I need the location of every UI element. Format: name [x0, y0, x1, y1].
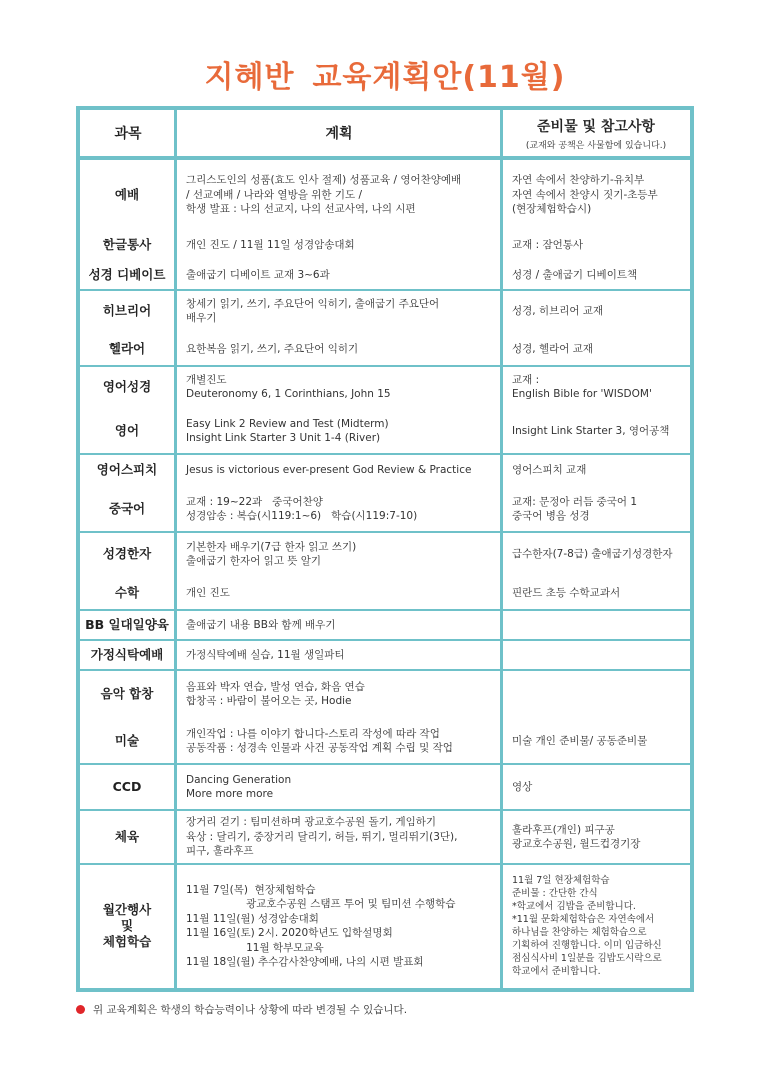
plan-cell: [186, 373, 496, 402]
notes-cell: [512, 173, 688, 217]
notes-line: 성경, 히브리어 교재: [512, 304, 604, 317]
plan-cell: [186, 815, 496, 859]
subject-cell: [80, 230, 174, 260]
subject-cell: [80, 260, 174, 290]
notes-cell: [512, 463, 688, 478]
plan-cell: [186, 540, 496, 569]
subject-label: 영어: [114, 423, 140, 438]
plan-line: / 선교예배 / 나라와 열방을 위한 기도 /: [186, 188, 362, 201]
plan-line: 11월 16일(토) 2시. 2020학년도 입학설명회: [186, 927, 393, 939]
plan-table: [76, 106, 694, 992]
notes-line: 교재 :: [512, 373, 540, 386]
notes-cell: [512, 495, 688, 524]
plan-cell: [186, 173, 496, 217]
plan-line: 광교호수공원 스탬프 투어 및 팀미션 수행학습: [186, 898, 456, 910]
subject-label: 체험학습: [102, 934, 152, 949]
page-title: [0, 52, 770, 96]
plan-line: More more more: [186, 788, 274, 800]
notes-line: 영상: [512, 780, 533, 793]
plan-line: 음표와 박자 연습, 발성 연습, 화음 연습: [186, 680, 365, 693]
subject-label: 한글통사: [102, 237, 152, 252]
subject-label: 예배: [114, 187, 140, 202]
plan-line: 장거리 걷기 : 팀미션하며 광교호수공원 돌기, 게임하기: [186, 816, 437, 829]
plan-line: Dancing Generation: [186, 773, 292, 786]
notes-cell: [512, 424, 688, 439]
plan-cell: [186, 727, 496, 756]
plan-cell: [186, 463, 496, 478]
notes-line: 하나님을 찬양하는 체험학습으로: [512, 927, 647, 938]
notes-cell: [512, 268, 688, 283]
plan-line: 성경암송 : 복습(시119:1~6) 학습(시119:7-10): [186, 510, 418, 522]
notes-line: 기획하여 진행합니다. 이미 입금하신: [512, 940, 662, 951]
plan-cell: [186, 268, 496, 283]
notes-line: (현장체험학습시): [512, 203, 592, 216]
subject-label: CCD: [112, 779, 142, 794]
notes-line: 훌라후프(개인) 피구공: [512, 823, 615, 836]
plan-cell: [186, 618, 496, 633]
subject-cell: [80, 764, 174, 810]
plan-line: Deuteronomy 6, 1 Corinthians, John 15: [186, 388, 391, 400]
subject-label: 중국어: [108, 501, 146, 516]
subject-label: 음악 합창: [100, 686, 154, 701]
notes-cell: [512, 373, 688, 402]
plan-line: Jesus is victorious ever-present God Review & Practice: [186, 463, 472, 476]
table-header: [80, 110, 690, 160]
notes-cell: [512, 238, 688, 253]
subject-label: 월간행사: [102, 902, 152, 917]
subject-cell: [80, 454, 174, 486]
notes-line: 점심식사비 1일분을 김밥도시락으로: [512, 953, 662, 964]
plan-line: 11월 학부모교육: [186, 941, 324, 954]
notes-cell: [512, 874, 688, 978]
plan-line: 개별진도: [186, 373, 227, 386]
plan-line: 피구, 훌라후프: [186, 845, 254, 858]
subject-label: 및: [120, 918, 134, 933]
header-subject: 과목: [114, 126, 142, 142]
subject-cell: [80, 610, 174, 640]
notes-cell: [512, 823, 688, 852]
notes-line: 핀란드 초등 수학교과서: [512, 586, 621, 599]
notes-cell: [512, 586, 688, 601]
notes-line: *학교에서 김밥을 준비합니다.: [512, 901, 636, 912]
subject-cell: [80, 332, 174, 366]
plan-line: 육상 : 달리기, 중장거리 달리기, 허들, 뛰기, 멀리뛰기(3단),: [186, 830, 458, 843]
subject-label: 성경한자: [102, 546, 152, 561]
header-notes-sub: (교재와 공책은 사물함에 있습니다.): [525, 140, 667, 151]
plan-line: 출애굽기 한자어 읽고 뜻 알기: [186, 555, 322, 567]
plan-line: 공동작품 : 성경속 인물과 사건 공동작업 계획 수립 및 작업: [186, 742, 453, 754]
column-divider: [174, 110, 177, 988]
subject-cell: [80, 366, 174, 408]
notes-line: 미술 개인 준비물/ 공동준비물: [512, 734, 648, 747]
plan-cell: [186, 417, 496, 446]
plan-cell: [186, 648, 496, 663]
plan-line: 배우기: [186, 312, 217, 324]
subject-cell: [80, 718, 174, 764]
notes-line: 11월 7일 현장체험학습: [512, 875, 610, 886]
plan-line: 합창곡 : 바람이 불어오는 곳, Hodie: [186, 695, 352, 707]
subject-label: 수학: [114, 585, 140, 600]
subject-cell: [80, 486, 174, 532]
notes-line: 학교에서 준비합니다.: [512, 966, 601, 977]
notes-line: English Bible for 'WISDOM': [512, 388, 652, 400]
header-notes: 준비물 및 참고사항 (교재와 공책은 사물함에 있습니다.): [525, 118, 667, 151]
subject-cell: [80, 670, 174, 718]
plan-cell: [186, 883, 496, 970]
notes-line: 광교호수공원, 월드컵경기장: [512, 838, 641, 850]
subject-cell: [80, 864, 174, 988]
plan-cell: [186, 495, 496, 524]
subject-label: BB 일대일양육: [85, 617, 169, 632]
subject-label: 가정식탁예배: [90, 647, 164, 662]
notes-line: 성경, 헬라어 교재: [512, 342, 594, 355]
subject-cell: [80, 160, 174, 230]
notes-line: 교재 : 잠언통사: [512, 238, 584, 251]
plan-line: 개인 진도: [186, 586, 230, 599]
footer-note: 위 교육계획은 학생의 학습능력이나 상황에 따라 변경될 수 있습니다.: [76, 1002, 407, 1017]
bullet-icon: [76, 1005, 85, 1014]
plan-line: 개인작업 : 나를 이야기 합니다-스토리 작성에 따라 작업: [186, 727, 440, 740]
notes-line: Insight Link Starter 3, 영어공책: [512, 424, 670, 437]
subject-label: 히브리어: [102, 303, 152, 318]
notes-cell: [512, 734, 688, 749]
plan-line: 요한복음 읽기, 쓰기, 주요단어 익히기: [186, 342, 359, 355]
subject-cell: [80, 408, 174, 454]
plan-line: 그리스도인의 성품(효도 인사 절제) 성품교육 / 영어찬양예배: [186, 174, 462, 187]
subject-cell: [80, 640, 174, 670]
plan-cell: [186, 342, 496, 357]
plan-cell: [186, 680, 496, 709]
notes-line: 자연 속에서 찬양시 짓기-초등부: [512, 188, 658, 201]
subject-label: 영어성경: [102, 379, 152, 394]
subject-cell: [80, 576, 174, 610]
plan-title: 교육계획안(11월): [312, 60, 566, 95]
plan-line: 학생 발표 : 나의 선교지, 나의 선교사역, 나의 시편: [186, 203, 416, 216]
subject-cell: [80, 810, 174, 864]
subject-label: 영어스피치: [96, 462, 158, 477]
subject-label: 미술: [114, 733, 140, 748]
plan-cell: [186, 773, 496, 802]
plan-line: 기본한자 배우기(7급 한자 읽고 쓰기): [186, 540, 357, 553]
plan-line: 출애굽기 내용 BB와 함께 배우기: [186, 618, 336, 631]
plan-line: 11월 18일(월) 추수감사찬양예배, 나의 시편 발표회: [186, 956, 424, 968]
notes-line: 교재: 문정아 러듬 중국어 1: [512, 495, 637, 508]
subject-label: 성경 디베이트: [88, 267, 166, 282]
class-name: 지혜반: [204, 60, 295, 95]
notes-line: 준비물 : 간단한 간식: [512, 888, 598, 899]
notes-line: *11월 문화체험학습은 자연속에서: [512, 914, 655, 925]
notes-cell: [512, 780, 688, 795]
notes-cell: [512, 342, 688, 357]
notes-cell: [512, 304, 688, 319]
notes-line: 급수한자(7-8급) 출애굽기성경한자: [512, 547, 673, 560]
plan-cell: [186, 238, 496, 253]
subject-cell: [80, 290, 174, 332]
notes-line: 영어스피치 교재: [512, 463, 587, 476]
plan-line: 교재 : 19~22과 중국어찬양: [186, 495, 323, 508]
subject-label: 체육: [114, 829, 140, 844]
subject-cell: [80, 532, 174, 576]
plan-line: 개인 진도 / 11월 11일 성경암송대회: [186, 238, 355, 251]
plan-line: Insight Link Starter 3 Unit 1-4 (River): [186, 432, 381, 444]
notes-line: 중국어 병음 성경: [512, 510, 590, 522]
plan-cell: [186, 297, 496, 326]
notes-line: 성경 / 출애굽기 디베이트책: [512, 268, 638, 281]
plan-line: Easy Link 2 Review and Test (Midterm): [186, 417, 389, 430]
plan-line: 출애굽기 디베이트 교재 3~6과: [186, 268, 330, 281]
header-plan: 계획: [325, 126, 353, 142]
column-divider: [500, 110, 503, 988]
plan-cell: [186, 586, 496, 601]
notes-line: 자연 속에서 찬양하기-유치부: [512, 174, 645, 187]
plan-line: 창세기 읽기, 쓰기, 주요단어 익히기, 출애굽기 주요단어: [186, 297, 440, 310]
notes-cell: [512, 547, 688, 562]
plan-line: 11월 11일(월) 성경암송대회: [186, 912, 319, 925]
plan-line: 가정식탁예배 실습, 11월 생일파티: [186, 648, 345, 661]
plan-line: 11월 7일(목) 현장체험학습: [186, 883, 316, 896]
subject-label: 헬라어: [108, 341, 146, 356]
